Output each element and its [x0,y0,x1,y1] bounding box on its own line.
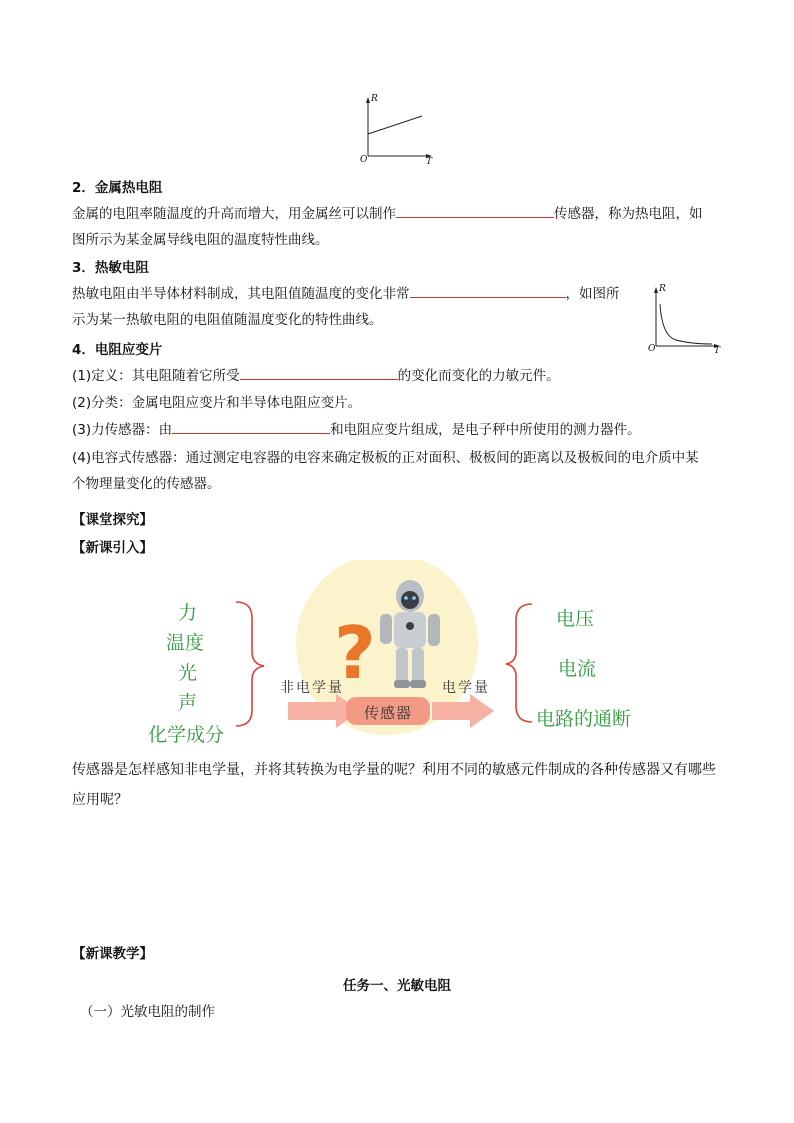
question-mark-icon: ? [334,611,376,695]
input-force: 力 [178,602,198,624]
input-temperature: 温度 [166,632,205,654]
section-intro: 【新课引入】 [72,540,153,556]
sub-title: （一）光敏电阻的制作 [80,1004,215,1020]
right-bracket [506,604,532,722]
left-arrow-body [288,702,340,720]
metal-text-after: 传感器，称为热电阻，如 [554,206,703,222]
graph2-origin-label: O [648,344,656,354]
force-sensor-blank[interactable] [172,420,330,434]
section-teach: 【新课教学】 [72,946,153,962]
capacitive-sensor-line2: 个物理量变化的传感器。 [72,476,221,492]
thermistor-blank[interactable] [410,284,566,298]
strain-def-blank[interactable] [240,366,398,380]
right-arrow-head [470,694,494,728]
thermistor-text-after: ，如图所 [565,286,620,302]
question-line1: 传感器是怎样感知非电学量，并将其转换为电学量的呢？利用不同的敏感元件制成的各种传感器又有哪些 [72,762,716,778]
decay-curve [660,304,712,344]
linear-curve [368,116,422,134]
metal-text-before: 金属的电阻率随温度的升高而增大，用金属丝可以制作 [72,206,396,222]
output-circuit-switch: 电路的通断 [536,708,632,730]
metal-paragraph-line2: 图所示为某金属导线电阻的温度特性曲线。 [72,232,329,248]
metal-resistance-graph [358,94,438,168]
thermistor-graph [646,284,726,358]
input-light: 光 [178,662,198,684]
graph2-x-label: T [714,346,721,356]
strain-definition [72,366,560,386]
input-sound: 声 [178,692,198,714]
thermistor-heading: 3．热敏电阻 [72,260,149,276]
graph1-x-label: T [426,157,433,167]
force-sensor-after: 和电阻应变片组成，是电子秤中所使用的测力器件。 [330,422,641,438]
right-arrow-body [432,702,474,720]
metal-blank[interactable] [396,204,554,218]
section-explore: 【课堂探究】 [72,512,153,528]
electrical-label: 电学量 [442,680,490,696]
non-electrical-label: 非电学量 [280,680,344,696]
graph2-y-label: R [659,284,666,294]
strain-def-before: (1)定义：其电阻随着它所受 [72,368,240,384]
metal-paragraph-line1 [72,204,703,224]
output-voltage: 电压 [556,608,595,630]
strain-def-after: 的变化而变化的力敏元件。 [397,368,560,384]
capacitive-sensor-line1: (4)电容式传感器：通过测定电容器的电容来确定极板的正对面积、极板间的距离以及极板间的电介质中某 [72,450,699,466]
task-title: 任务一、光敏电阻 [343,978,451,994]
y-axis-arrow [654,287,658,293]
left-bracket [236,602,264,726]
thermistor-paragraph-line1 [72,284,620,304]
strain-heading: 4．电阻应变片 [72,342,163,358]
sensor-diagram [140,560,660,760]
question-line2: 应用呢？ [72,792,128,808]
graph1-origin-label: O [360,155,368,165]
y-axis-arrow [366,97,370,103]
force-sensor-line [72,420,641,440]
metal-heading: 2．金属热电阻 [72,180,163,196]
force-sensor-before: (3)力传感器：由 [72,422,173,438]
output-current: 电流 [558,658,597,680]
sensor-label: 传感器 [364,704,413,722]
thermistor-paragraph-line2: 示为某一热敏电阻的电阻值随温度变化的特性曲线。 [72,312,383,328]
thermistor-text-before: 热敏电阻由半导体材料制成，其电阻值随温度的变化非常 [72,286,410,302]
graph1-y-label: R [371,94,378,104]
input-chemical: 化学成分 [148,724,225,746]
strain-classification: (2)分类：金属电阻应变片和半导体电阻应变片。 [72,395,362,411]
